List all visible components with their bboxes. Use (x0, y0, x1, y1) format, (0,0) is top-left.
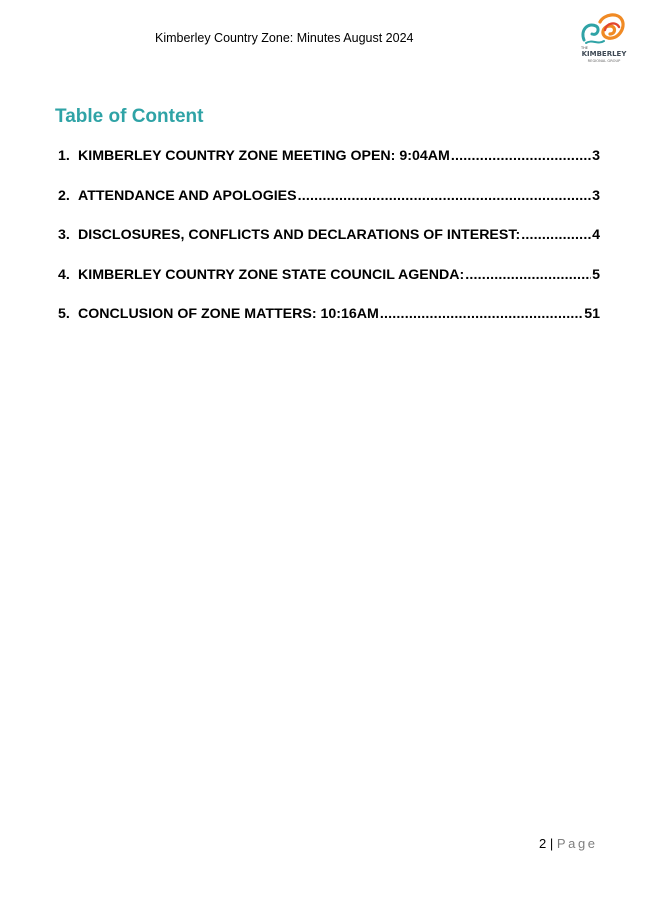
toc-entry-1[interactable] (58, 148, 600, 168)
toc-leader-dots (465, 267, 591, 283)
kimberley-regional-group-logo (578, 12, 630, 68)
page-footer (539, 836, 598, 851)
logo-name-text: KIMBERLEY (581, 50, 627, 58)
footer-separator: | (549, 836, 554, 851)
toc-entry-page: 3 (592, 148, 600, 164)
footer-page-number: 2 (539, 836, 547, 851)
toc-entry-page: 4 (592, 227, 600, 243)
logo-swirl-icon (578, 12, 630, 48)
logo-the-text: THE (581, 46, 588, 50)
toc-leader-dots (451, 148, 591, 164)
logo-subtitle-text: REGIONAL GROUP (587, 59, 621, 63)
toc-entry-page: 3 (592, 187, 600, 204)
toc-entry-page: 5 (592, 266, 600, 283)
toc-entry-label: ATTENDANCE AND APOLOGIES (78, 187, 297, 204)
header-title: Kimberley Country Zone: Minutes August 2024 (155, 31, 414, 45)
footer-page-word: Page (556, 836, 598, 851)
table-of-contents (58, 148, 600, 346)
toc-entry-4[interactable] (58, 267, 600, 287)
toc-entry-number: 3. (58, 227, 70, 243)
toc-entry-number: 4. (58, 266, 70, 283)
toc-entry-2[interactable] (58, 188, 600, 208)
toc-leader-dots (380, 306, 583, 322)
toc-entry-3[interactable] (58, 227, 600, 247)
toc-entry-number: 5. (58, 306, 70, 322)
toc-heading: Table of Content (55, 106, 204, 127)
toc-entry-label: CONCLUSION OF ZONE MATTERS: 10:16AM (78, 306, 379, 322)
toc-entry-label: DISCLOSURES, CONFLICTS AND DECLARATIONS OF INTEREST: (78, 227, 521, 243)
toc-leader-dots (521, 227, 591, 243)
toc-entry-5[interactable] (58, 306, 600, 326)
toc-entry-number: 2. (58, 187, 70, 204)
toc-entry-page: 51 (584, 306, 600, 322)
toc-entry-number: 1. (58, 148, 70, 164)
toc-entry-label: KIMBERLEY COUNTRY ZONE STATE COUNCIL AGENDA: (78, 266, 465, 283)
toc-leader-dots (298, 188, 592, 204)
toc-entry-label: KIMBERLEY COUNTRY ZONE MEETING OPEN: 9:04AM (78, 148, 450, 164)
